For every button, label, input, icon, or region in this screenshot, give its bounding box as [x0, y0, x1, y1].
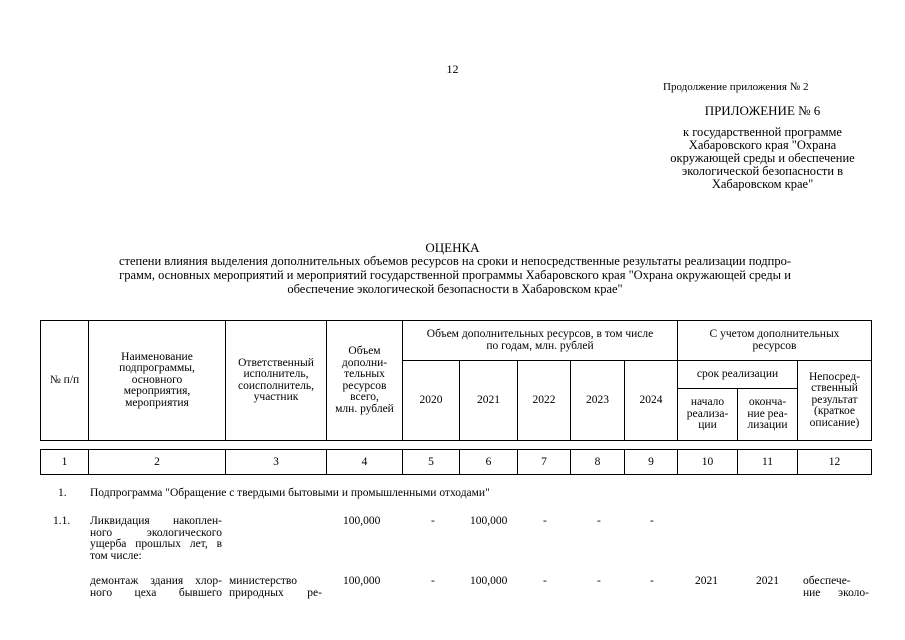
header-year: 2024 — [625, 361, 678, 441]
appendix-line: экологической безопасности в — [681, 164, 844, 178]
row-year-value: - — [650, 515, 654, 527]
row-year-value: - — [543, 575, 547, 587]
header-end: оконча- ние реа- лизации — [738, 389, 798, 441]
header-year: 2021 — [460, 361, 518, 441]
document-title: ОЦЕНКА — [425, 240, 480, 255]
row-year-value: - — [597, 575, 601, 587]
row-year-value: - — [431, 515, 435, 527]
header-num: № п/п — [41, 321, 89, 441]
col-number: 7 — [518, 450, 571, 475]
header-volume: Объем дополни- тельных ресурсов всего, млн. рублей — [327, 321, 403, 441]
col-number: 10 — [678, 450, 738, 475]
appendix-line: к государственной программе — [683, 125, 842, 139]
row-number: 1. — [58, 487, 67, 499]
header-year: 2022 — [518, 361, 571, 441]
row-total: 100,000 — [343, 575, 381, 587]
row-year-value: - — [650, 575, 654, 587]
header-direct-result: Непосред- ственный результат (краткое описание) — [798, 361, 872, 441]
row-year-value: 100,000 — [470, 515, 508, 527]
col-number: 8 — [571, 450, 625, 475]
col-number: 6 — [460, 450, 518, 475]
col-number: 1 — [41, 450, 89, 475]
appendix-subtitle — [620, 126, 905, 191]
row-start: 2021 — [695, 575, 718, 587]
header-years-group: Объем дополнительных ресурсов, в том числе по годам, млн. рублей — [403, 321, 678, 361]
col-number: 11 — [738, 450, 798, 475]
row-result: обеспече- ние эколо- — [803, 575, 869, 599]
subprogram-title: Подпрограмма "Обращение с твердыми бытовыми и промышленными отходами" — [90, 487, 490, 499]
header-year: 2020 — [403, 361, 460, 441]
header-responsible: Ответственный исполнитель, соисполнитель, участник — [226, 321, 327, 441]
header-result-group: С учетом дополнительных ресурсов — [678, 321, 872, 361]
col-number: 2 — [89, 450, 226, 475]
col-number: 9 — [625, 450, 678, 475]
header-table — [40, 320, 872, 441]
header-start: начало реализа- ции — [678, 389, 738, 441]
document-subtitle — [40, 254, 870, 296]
col-number: 5 — [403, 450, 460, 475]
row-number: 1.1. — [53, 515, 71, 527]
row-end: 2021 — [756, 575, 779, 587]
header-name: Наименование подпрограммы, основного мероприятия, мероприятия — [89, 321, 226, 441]
row-responsible: министерство природных ре- — [229, 575, 322, 599]
row-year-value: - — [431, 575, 435, 587]
column-number-row — [40, 449, 872, 475]
appendix-title: ПРИЛОЖЕНИЕ № 6 — [704, 103, 821, 118]
col-number: 12 — [798, 450, 872, 475]
subtitle-line: обеспечение экологической безопасности в Хабаровском крае" — [287, 282, 623, 296]
appendix-line: окружающей среды и обеспечение — [670, 151, 855, 165]
header-year: 2023 — [571, 361, 625, 441]
page-number: 12 — [446, 62, 459, 76]
subtitle-line: грамм, основных мероприятий и мероприятий государственной программы Хабаровского края "Охрана окружающей среды и — [119, 268, 791, 282]
row-year-value: 100,000 — [470, 575, 508, 587]
row-name: Ликвидация накоплен- ного экологического ущерба прошлых лет, в том числе: — [90, 515, 222, 562]
subtitle-line: степени влияния выделения дополнительных объемов ресурсов на сроки и непосредственные результаты реализации подпро- — [118, 254, 792, 268]
continuation-note: Продолжение приложения № 2 — [663, 81, 809, 93]
col-number: 4 — [327, 450, 403, 475]
row-total: 100,000 — [343, 515, 381, 527]
header-term: срок реализации — [678, 361, 798, 389]
row-year-value: - — [597, 515, 601, 527]
row-year-value: - — [543, 515, 547, 527]
appendix-line: Хабаровском крае" — [711, 177, 814, 191]
row-name: демонтаж здания хлор- ного цеха бывшего — [90, 575, 222, 599]
appendix-line: Хабаровского края "Охрана — [688, 138, 837, 152]
col-number: 3 — [226, 450, 327, 475]
